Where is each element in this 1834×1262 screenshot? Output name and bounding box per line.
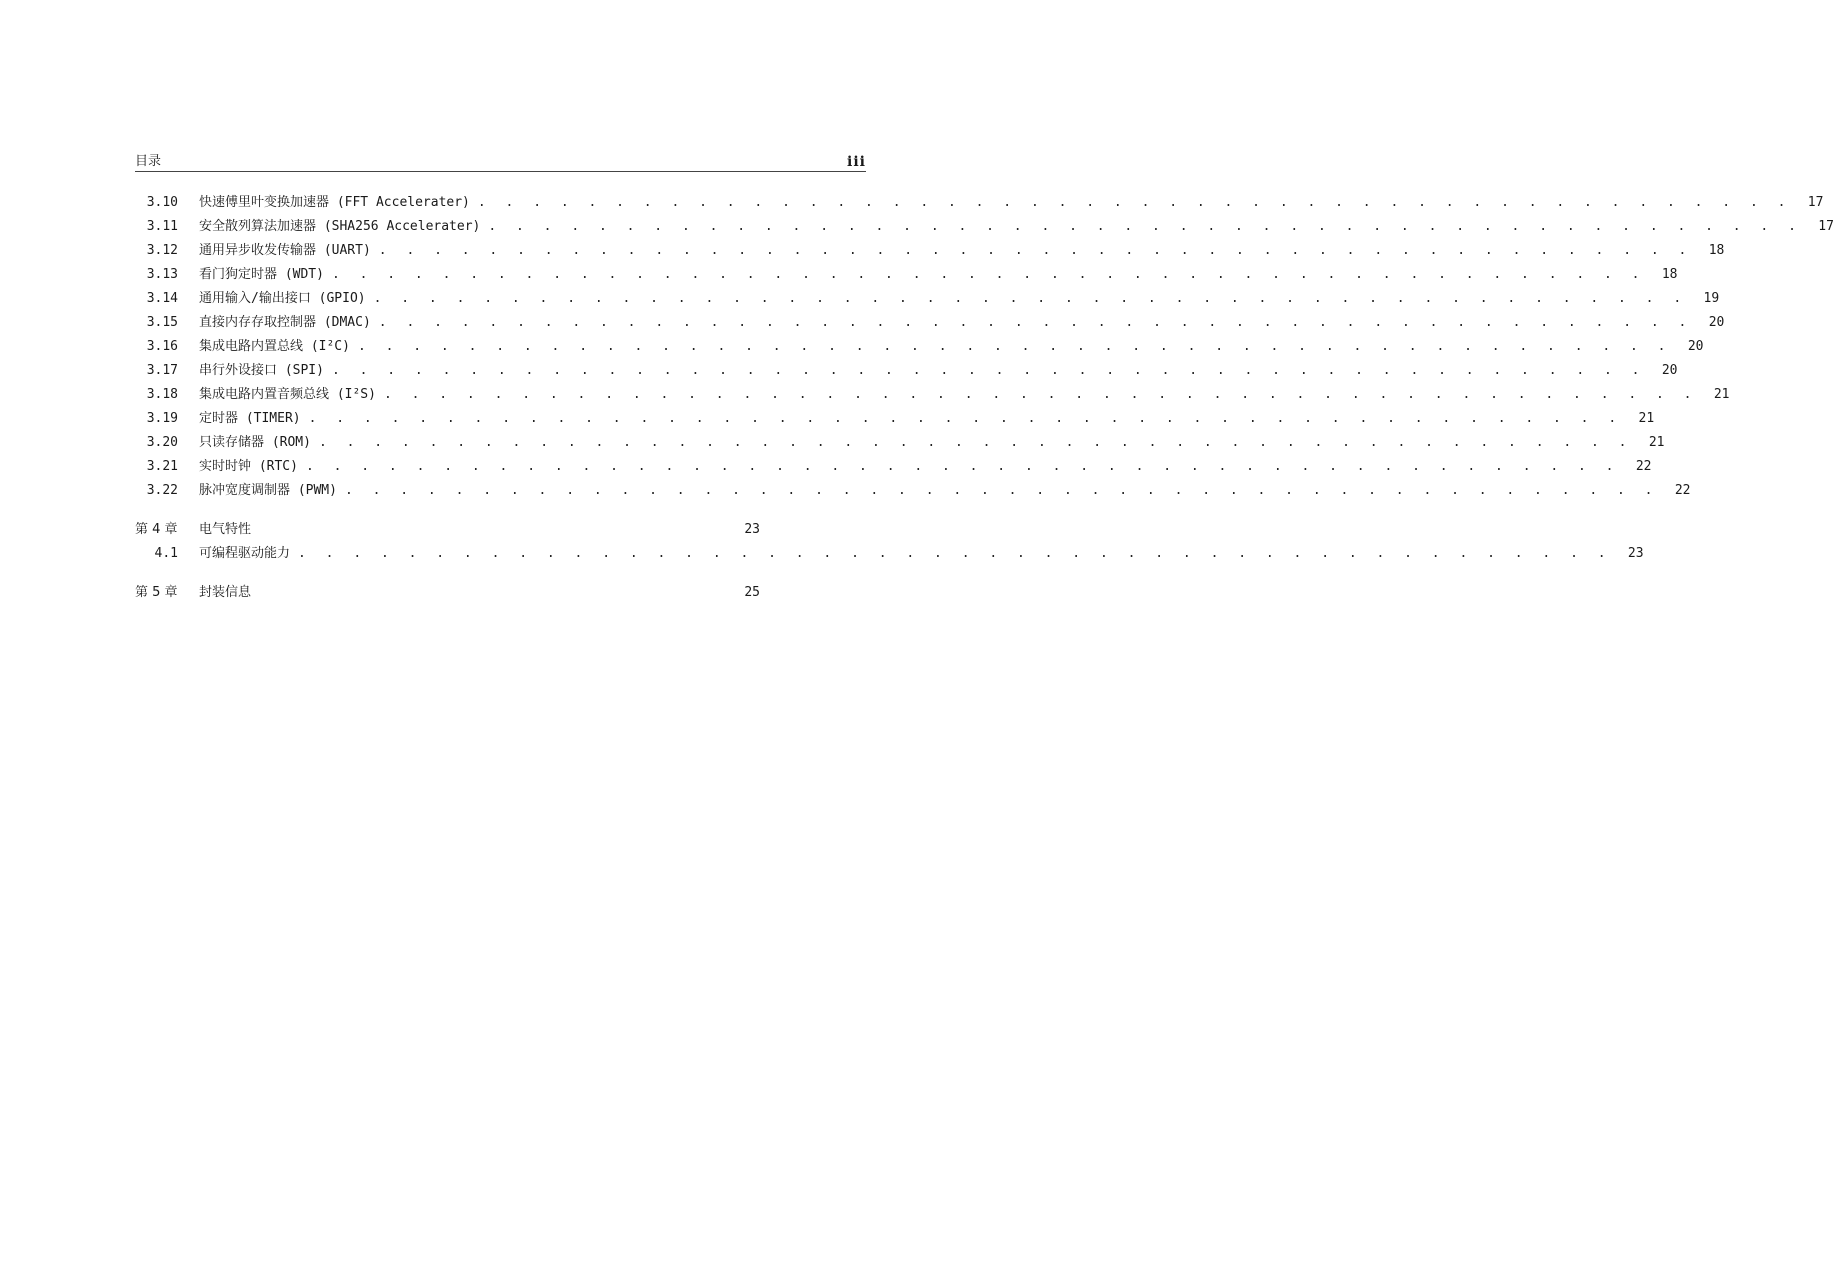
- toc-entry-number: 3.20: [146, 435, 178, 450]
- toc-entry-number: 3.12: [146, 243, 178, 258]
- toc-entry-3-10[interactable]: [135, 192, 1824, 216]
- toc-entry-page: 20: [1687, 339, 1704, 354]
- toc-entry-number: 3.14: [146, 291, 178, 306]
- toc-leader-dots: . . . . . . . . . . . . . . . . . . . . . . . . . . . . . . . . . . . . . . . . . . . . . . . .: [298, 546, 1612, 561]
- toc-leader-dots: . . . . . . . . . . . . . . . . . . . . . . . . . . . . . . . . . . . . . . . . . . . . . . . .: [378, 243, 1693, 258]
- toc-entry-page: 19: [1703, 291, 1720, 306]
- toc-entry-page: 23: [1627, 546, 1644, 561]
- toc-leader-dots: . . . . . . . . . . . . . . . . . . . . . . . . . . . . . . . . . . . . . . . . . . . . . . . .: [477, 195, 1792, 210]
- toc-entry-number: 3.17: [146, 363, 178, 378]
- header-page-number: iii: [847, 154, 866, 170]
- toc-entry-title: 看门狗定时器 (WDT): [199, 264, 332, 286]
- toc-entry-title: 可编程驱动能力: [199, 543, 298, 565]
- toc-leader-dots: . . . . . . . . . . . . . . . . . . . . . . . . . . . . . . . . . . . . . . . . . . . . . . . .: [383, 387, 1698, 402]
- toc-leader-dots: . . . . . . . . . . . . . . . . . . . . . . . . . . . . . . . . . . . . . . . . . . . . . . . .: [373, 291, 1688, 306]
- toc-entry-page: 18: [1708, 243, 1725, 258]
- toc-entry-page: 17: [1807, 195, 1824, 210]
- toc-entry-page: 20: [1708, 315, 1725, 330]
- toc-entry-3-20[interactable]: [135, 432, 1665, 456]
- toc-entry-3-21[interactable]: [135, 456, 1652, 480]
- toc-entry-4-1[interactable]: [135, 543, 1644, 567]
- toc-entry-page: 21: [1638, 411, 1655, 426]
- toc-entry-page: 20: [1661, 363, 1678, 378]
- toc-entry-3-22[interactable]: [135, 480, 1691, 504]
- toc-leader-dots: . . . . . . . . . . . . . . . . . . . . . . . . . . . . . . . . . . . . . . . . . . . . . . . .: [357, 339, 1672, 354]
- toc-leader-dots: . . . . . . . . . . . . . . . . . . . . . . . . . . . . . . . . . . . . . . . . . . . . . . . .: [331, 267, 1646, 282]
- toc-entry-3-12[interactable]: [135, 240, 1725, 264]
- toc-entry-title: 串行外设接口 (SPI): [199, 360, 332, 382]
- toc-entry-number: 3.13: [146, 267, 178, 282]
- toc-entry-title: 只读存储器 (ROM): [199, 432, 319, 454]
- toc-entry-3-13[interactable]: [135, 264, 1678, 288]
- toc-entry-number: 3.10: [146, 195, 178, 210]
- toc-entry-title: 实时时钟 (RTC): [199, 456, 306, 478]
- toc-chapter-page: 23: [744, 522, 760, 537]
- toc-leader-dots: . . . . . . . . . . . . . . . . . . . . . . . . . . . . . . . . . . . . . . . . . . . . . . . .: [488, 219, 1802, 234]
- toc-leader-dots: . . . . . . . . . . . . . . . . . . . . . . . . . . . . . . . . . . . . . . . . . . . . . . . .: [308, 411, 1623, 426]
- page-header: [135, 153, 866, 172]
- toc-chapter-page: 25: [744, 585, 760, 600]
- toc-entry-page: 21: [1713, 387, 1730, 402]
- toc-entry-number: 3.22: [146, 483, 178, 498]
- toc-entry-title: 定时器 (TIMER): [199, 408, 309, 430]
- toc-entry-number: 4.1: [154, 546, 178, 561]
- toc-leader-dots: . . . . . . . . . . . . . . . . . . . . . . . . . . . . . . . . . . . . . . . . . . . . . . . .: [305, 459, 1620, 474]
- toc-chapter-number: 第 4 章: [135, 522, 178, 537]
- toc-entry-number: 3.21: [146, 459, 178, 474]
- toc-entry-page: 22: [1674, 483, 1691, 498]
- toc-leader-dots: . . . . . . . . . . . . . . . . . . . . . . . . . . . . . . . . . . . . . . . . . . . . . . . .: [331, 363, 1646, 378]
- toc-entry-page: 18: [1661, 267, 1678, 282]
- toc-chapter-5[interactable]: [135, 582, 760, 606]
- toc-chapter-number: 第 5 章: [135, 585, 178, 600]
- toc-entry-3-17[interactable]: [135, 360, 1678, 384]
- toc-leader-dots: . . . . . . . . . . . . . . . . . . . . . . . . . . . . . . . . . . . . . . . . . . . . . . . .: [318, 435, 1633, 450]
- toc-entry-title: 通用异步收发传输器 (UART): [199, 240, 379, 262]
- toc-chapter-4[interactable]: [135, 519, 760, 543]
- toc-entry-title: 通用输入/输出接口 (GPIO): [199, 288, 374, 310]
- toc-entry-3-15[interactable]: [135, 312, 1725, 336]
- toc-entry-3-11[interactable]: [135, 216, 1834, 240]
- toc-entry-title: 集成电路内置音频总线 (I²S): [199, 384, 384, 406]
- toc-entry-page: 17: [1818, 219, 1834, 234]
- header-title: 目录: [135, 154, 162, 169]
- toc-entry-title: 安全散列算法加速器 (SHA256 Accelerater): [199, 216, 488, 238]
- toc-entry-3-19[interactable]: [135, 408, 1655, 432]
- toc-entry-title: 脉冲宽度调制器 (PWM): [199, 480, 345, 502]
- toc-entry-3-14[interactable]: [135, 288, 1720, 312]
- toc-entry-title: 集成电路内置总线 (I²C): [199, 336, 358, 358]
- toc-entry-3-18[interactable]: [135, 384, 1730, 408]
- toc-entry-number: 3.16: [146, 339, 178, 354]
- toc-entry-number: 3.18: [146, 387, 178, 402]
- toc-entry-page: 21: [1648, 435, 1665, 450]
- toc-entry-title: 直接内存存取控制器 (DMAC): [199, 312, 379, 334]
- toc-entry-number: 3.15: [146, 315, 178, 330]
- toc-chapter-title: 电气特性: [199, 519, 259, 541]
- toc-entry-number: 3.19: [146, 411, 178, 426]
- toc-entry-page: 22: [1635, 459, 1652, 474]
- toc-leader-dots: . . . . . . . . . . . . . . . . . . . . . . . . . . . . . . . . . . . . . . . . . . . . . . . .: [378, 315, 1693, 330]
- toc-chapter-title: 封装信息: [199, 582, 259, 604]
- toc-entry-number: 3.11: [146, 219, 178, 234]
- toc-entry-title: 快速傅里叶变换加速器 (FFT Accelerater): [199, 192, 478, 214]
- toc-entry-3-16[interactable]: [135, 336, 1704, 360]
- table-of-contents: [135, 192, 1834, 606]
- toc-leader-dots: . . . . . . . . . . . . . . . . . . . . . . . . . . . . . . . . . . . . . . . . . . . . . . . .: [344, 483, 1659, 498]
